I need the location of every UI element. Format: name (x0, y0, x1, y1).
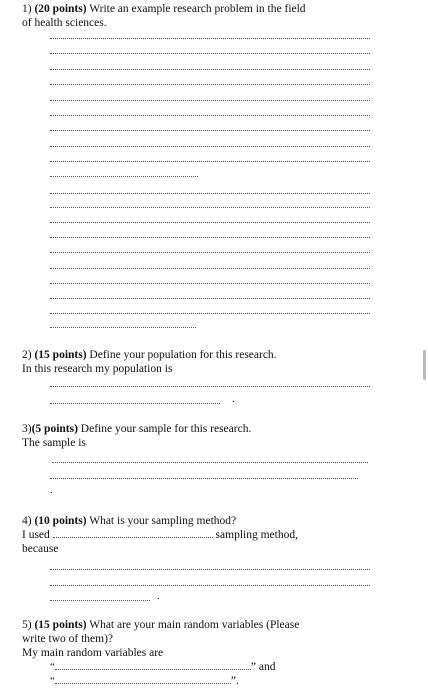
period: . (50, 484, 53, 496)
question-4-prompt: 4) (10 points) What is your sampling method? I used sampling method, because (22, 515, 298, 555)
answer-line[interactable] (50, 252, 370, 253)
answer-line[interactable] (50, 100, 370, 101)
question-3-prompt: 3)(5 points) Define your sample for this research. The sample is (22, 423, 252, 449)
sampling-method-blank[interactable] (53, 528, 213, 538)
answer-line[interactable] (50, 298, 370, 299)
answer-line[interactable] (50, 569, 370, 570)
question-3-points: (5 points) (31, 423, 78, 435)
answer-line[interactable] (50, 53, 370, 54)
question-4 (22, 514, 388, 556)
period: . (232, 393, 235, 405)
answer-line[interactable] (50, 84, 370, 85)
answer-line[interactable] (50, 585, 370, 586)
answer-line[interactable] (50, 600, 150, 601)
period: . (157, 590, 160, 602)
answer-line[interactable] (50, 327, 196, 328)
answer-line[interactable] (50, 283, 370, 284)
answer-line[interactable] (50, 268, 370, 269)
answer-line[interactable] (50, 146, 370, 147)
variable-1-blank[interactable] (55, 660, 251, 670)
answer-line[interactable] (50, 38, 370, 39)
answer-line[interactable] (50, 176, 198, 177)
answer-line[interactable] (50, 207, 370, 208)
answer-line[interactable] (50, 403, 220, 404)
answer-line[interactable] (50, 222, 370, 223)
question-2-points: (15 points) (34, 349, 87, 361)
answer-line[interactable] (50, 386, 370, 387)
question-5 (22, 618, 388, 688)
answer-line[interactable] (50, 130, 370, 131)
question-2-prompt: 2) (15 points) Define your population for this research. In this research my population is (22, 349, 277, 375)
question-1-points: (20 points) (34, 3, 87, 15)
answer-line[interactable] (50, 478, 358, 479)
question-2 (22, 348, 388, 376)
answer-line[interactable] (50, 193, 370, 194)
answer-line[interactable] (50, 115, 370, 116)
answer-line[interactable] (50, 313, 370, 314)
scrollbar[interactable] (423, 350, 426, 380)
answer-line[interactable] (52, 462, 368, 463)
question-1-prompt: 1) (20 points) Write an example research problem in the field of health sciences. (22, 3, 306, 29)
answer-line[interactable] (50, 237, 370, 238)
question-4-points: (10 points) (34, 515, 87, 527)
question-1 (22, 2, 388, 30)
question-5-points: (15 points) (34, 619, 87, 631)
question-5-prompt: 5) (15 points) What are your main random variables (Please write two of them)? My main random variables are “ ” and “ ”. (22, 619, 300, 687)
question-3 (22, 422, 388, 450)
answer-line[interactable] (50, 161, 370, 162)
variable-2-blank[interactable] (55, 674, 231, 684)
answer-line[interactable] (50, 69, 370, 70)
